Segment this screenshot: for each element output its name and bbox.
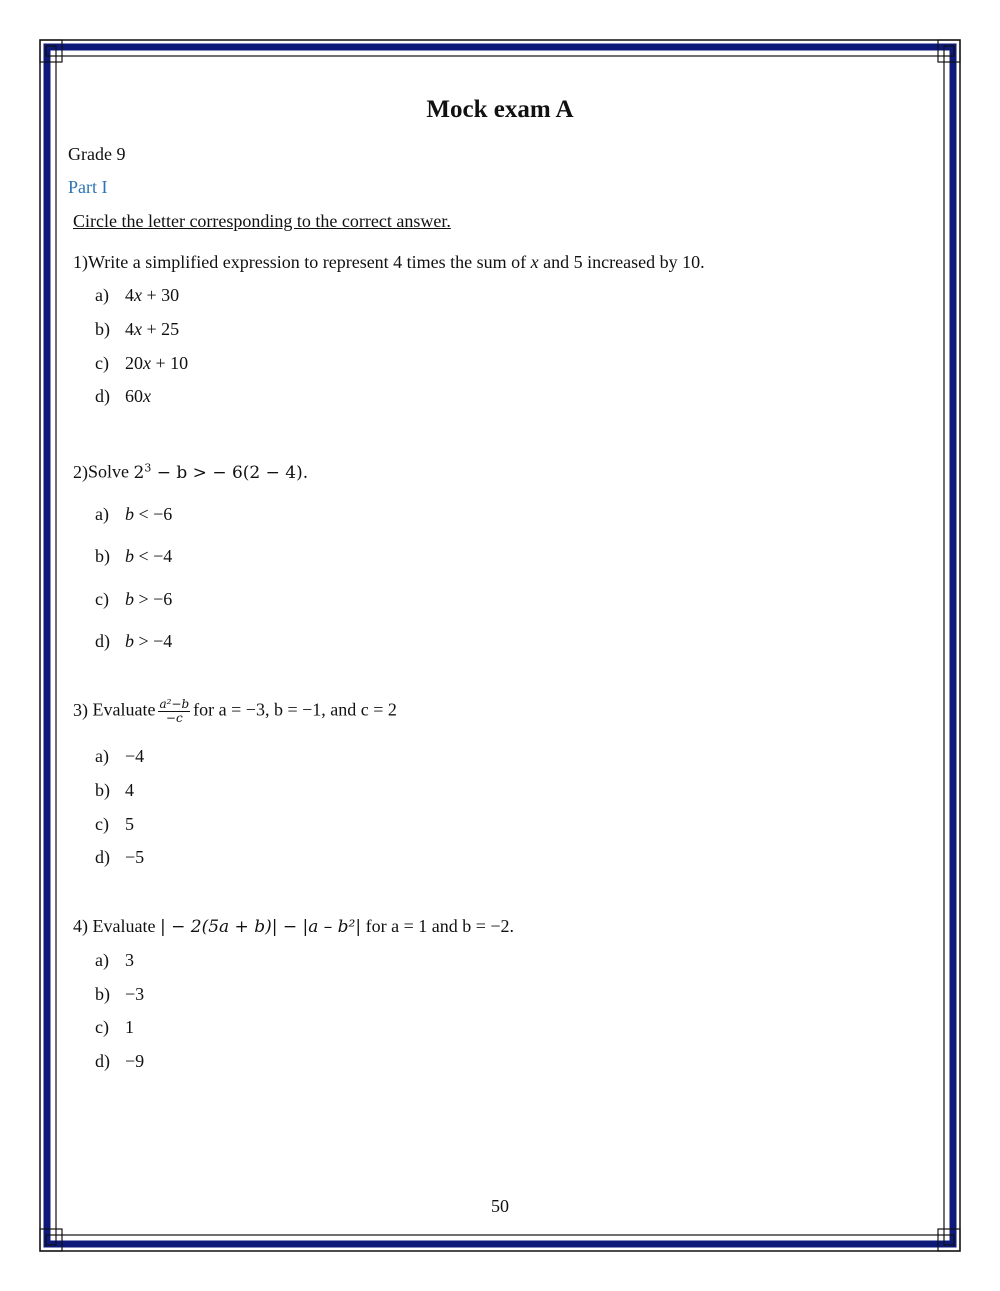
option-value: 5 — [125, 814, 134, 834]
q2-option-b[interactable] — [95, 546, 172, 567]
expr-base: 2 — [133, 462, 145, 483]
option-var: b — [125, 504, 134, 524]
q1-option-b[interactable] — [95, 319, 179, 340]
q3-option-c[interactable] — [95, 814, 134, 835]
option-coef: 20 — [125, 353, 143, 373]
question-expression: | − 2(5a + b)| − |a – b²| — [159, 917, 362, 937]
option-var: x — [134, 285, 142, 305]
option-value: 1 — [125, 1017, 134, 1037]
option-letter: c) — [95, 589, 109, 609]
option-coef: 4 — [125, 319, 134, 339]
question-text: for a = 1 and b = −2. — [365, 916, 515, 936]
q3-option-d[interactable] — [95, 847, 144, 868]
option-letter: c) — [95, 1017, 109, 1037]
q3-option-a[interactable] — [95, 746, 144, 767]
expr-rest: − b > − 6(2 − 4). — [151, 462, 309, 483]
option-rest: + 10 — [151, 353, 189, 373]
option-rest: < −4 — [134, 546, 173, 566]
option-value: 3 — [125, 950, 134, 970]
question-4 — [73, 916, 514, 937]
question-text: Evaluate — [92, 699, 156, 720]
question-3 — [73, 698, 397, 725]
option-letter: d) — [95, 386, 110, 406]
question-2 — [73, 461, 308, 483]
question-text: Evaluate — [92, 916, 156, 936]
option-letter: d) — [95, 631, 110, 651]
option-letter: c) — [95, 814, 109, 834]
option-letter: a) — [95, 285, 109, 305]
option-letter: c) — [95, 353, 109, 373]
question-text: Solve — [88, 461, 134, 482]
option-letter: d) — [95, 1051, 110, 1071]
q4-option-b[interactable] — [95, 984, 144, 1005]
option-value: 4 — [125, 780, 134, 800]
option-value: −9 — [125, 1051, 145, 1071]
question-text: for a = −3, b = −1, and c = 2 — [193, 699, 397, 720]
question-variable: x — [530, 252, 539, 272]
q3-option-b[interactable] — [95, 780, 134, 801]
question-expression — [134, 463, 309, 483]
question-text: Write a simplified expression to represent 4 times the sum of — [88, 252, 531, 272]
question-number: 4) — [73, 916, 88, 936]
part-label: Part I — [68, 177, 108, 197]
question-1 — [73, 252, 705, 273]
option-var: b — [125, 546, 134, 566]
option-letter: b) — [95, 780, 110, 800]
q1-option-c[interactable] — [95, 353, 188, 374]
option-letter: d) — [95, 847, 110, 867]
option-coef: 4 — [125, 285, 134, 305]
option-coef: 60 — [125, 386, 143, 406]
option-letter: b) — [95, 984, 110, 1004]
expr-exponent: 3 — [144, 461, 152, 474]
question-number: 3) — [73, 699, 88, 720]
option-var: b — [125, 589, 134, 609]
option-letter: b) — [95, 546, 110, 566]
option-letter: a) — [95, 746, 109, 766]
option-var: b — [125, 631, 134, 651]
option-rest: > −4 — [134, 631, 173, 651]
q4-option-a[interactable] — [95, 950, 134, 971]
q2-option-a[interactable] — [95, 504, 172, 525]
option-value: −4 — [125, 746, 145, 766]
option-var: x — [134, 319, 142, 339]
q4-option-c[interactable] — [95, 1017, 134, 1038]
option-letter: b) — [95, 319, 110, 339]
option-value: −3 — [125, 984, 145, 1004]
option-var: x — [143, 386, 151, 406]
grade-label: Grade 9 — [68, 144, 126, 164]
option-letter: a) — [95, 950, 109, 970]
fraction-numerator: a²−b — [159, 697, 190, 711]
page-number: 50 — [491, 1196, 509, 1216]
q1-option-a[interactable] — [95, 285, 179, 306]
option-rest: + 30 — [142, 285, 180, 305]
question-number: 2) — [73, 461, 88, 482]
q2-option-d[interactable] — [95, 631, 172, 652]
option-rest: > −6 — [134, 589, 173, 609]
option-rest: < −6 — [134, 504, 173, 524]
question-text: and 5 increased by 10. — [538, 252, 705, 272]
option-letter: a) — [95, 504, 109, 524]
q1-option-d[interactable] — [95, 386, 151, 407]
question-number: 1) — [73, 252, 88, 272]
q2-option-c[interactable] — [95, 589, 172, 610]
option-value: −5 — [125, 847, 145, 867]
option-var: x — [143, 353, 151, 373]
fraction-denominator: −c — [165, 711, 183, 725]
option-rest: + 25 — [142, 319, 180, 339]
question-fraction — [158, 698, 190, 725]
instruction-text: Circle the letter corresponding to the correct answer. — [73, 211, 451, 231]
page-title: Mock exam A — [426, 96, 574, 123]
q4-option-d[interactable] — [95, 1051, 144, 1072]
